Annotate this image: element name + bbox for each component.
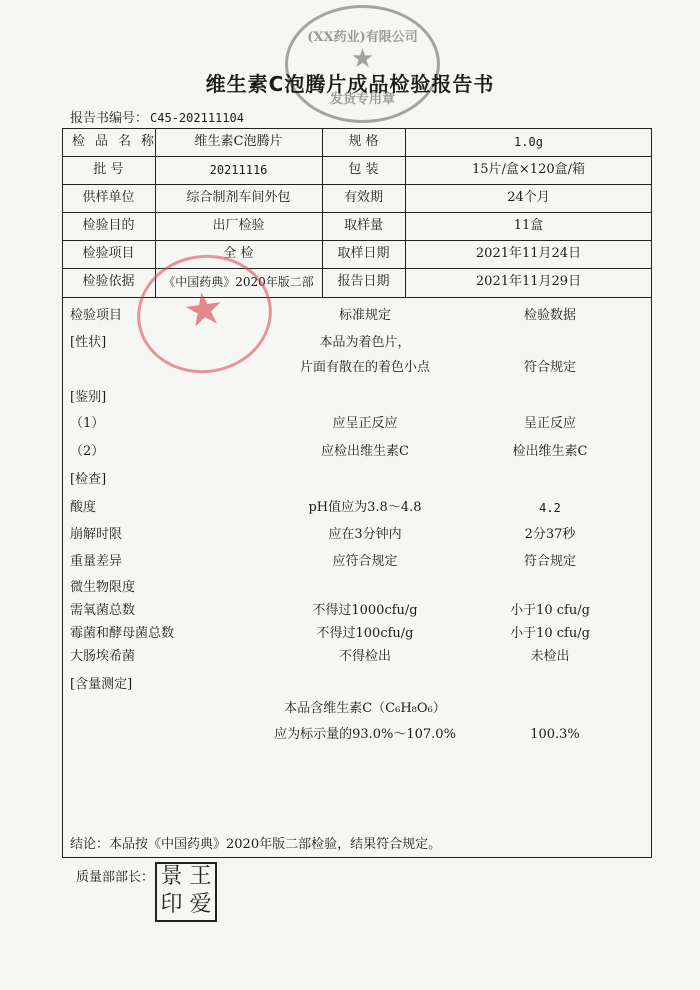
result-value: 呈正反应 [523, 416, 576, 431]
result-item: 重量差异 [70, 554, 123, 569]
report-title: 维生素C泡腾片成品检验报告书 [205, 72, 495, 96]
dispatch-stamp-bottom-text: 发货专用章 [329, 92, 395, 107]
dispatch-stamp-arc-text: (XX药业)有限公司 [307, 30, 418, 45]
label-cell: 批 号 [93, 162, 124, 177]
seal-char: 印 [160, 892, 183, 917]
result-item: （1） [70, 416, 105, 431]
label-cell: 报告日期 [337, 274, 390, 289]
result-standard: 应在3分钟内 [328, 527, 402, 542]
results-header-standard: 标准规定 [338, 308, 391, 323]
conclusion: 结论：本品按《中国药典》2020年版二部检验，结果符合规定。 [70, 837, 442, 852]
result-value: 检出维生素C [512, 444, 588, 459]
result-section-heading: [检查] [70, 472, 107, 487]
result-value: 4.2 [539, 501, 561, 515]
result-standard: 本品含维生素C（C₆H₈O₆） [284, 701, 446, 716]
result-item: [性状] [70, 335, 107, 350]
result-value: 未检出 [530, 649, 570, 664]
value-cell: 综合制剂车间外包 [186, 190, 291, 205]
result-item: 需氧菌总数 [70, 603, 136, 618]
result-value: 100.3% [530, 727, 580, 742]
result-value: 符合规定 [523, 360, 576, 375]
seal-char: 景 [160, 864, 183, 889]
label-cell: 供样单位 [82, 190, 135, 205]
result-item: 微生物限度 [70, 580, 136, 595]
label-cell: 检验项目 [82, 246, 135, 261]
label-cell: 检验依据 [82, 274, 135, 289]
name-seal [155, 862, 217, 922]
value-cell: 15片/盒×120盒/箱 [471, 162, 585, 177]
result-section-heading: [鉴别] [70, 390, 107, 405]
label-cell: 取样量 [343, 218, 383, 233]
result-standard: 不得过100cfu/g [316, 626, 414, 641]
result-value: 2分37秒 [524, 527, 576, 542]
value-cell: 1.0g [514, 135, 543, 149]
label-cell: 规 格 [348, 134, 379, 149]
result-standard: 应检出维生素C [321, 444, 409, 459]
value-cell: 《中国药典》2020年版二部 [163, 275, 314, 289]
result-item: （2） [70, 444, 105, 459]
value-cell: 11盒 [513, 218, 544, 233]
report-number [70, 107, 244, 126]
result-item: 崩解时限 [70, 527, 123, 542]
value-cell: 出厂检验 [212, 218, 265, 233]
result-value: 小于10 cfu/g [510, 626, 590, 641]
quality-manager-label: 质量部部长： [76, 870, 155, 885]
result-value: 小于10 cfu/g [510, 603, 590, 618]
label-cell: 取样日期 [337, 246, 390, 261]
value-cell: 2021年11月29日 [475, 274, 582, 289]
report-number-label: 报告书编号： [70, 111, 149, 126]
star-icon: ★ [179, 279, 228, 339]
result-standard: 应呈正反应 [332, 416, 398, 431]
value-cell: 全 检 [223, 246, 254, 261]
value-cell: 维生素C泡腾片 [194, 134, 283, 149]
result-standard: 应为标示量的93.0%～107.0% [274, 727, 456, 742]
label-cell: 检品名称 [72, 134, 165, 149]
seal-char: 爱 [189, 892, 212, 917]
result-item: 霉菌和酵母菌总数 [70, 626, 175, 641]
value-cell: 24个月 [507, 190, 550, 205]
result-item: 酸度 [70, 500, 97, 515]
result-standard: 本品为着色片， [319, 335, 411, 350]
label-cell: 检验目的 [82, 218, 135, 233]
report-number-value: C45-202111104 [150, 111, 244, 125]
result-section-heading: [含量测定] [70, 677, 133, 692]
results-header-item: 检验项目 [70, 308, 123, 323]
result-value: 符合规定 [523, 554, 576, 569]
value-cell: 20211116 [209, 163, 268, 177]
result-standard: 不得检出 [338, 649, 391, 664]
result-item: 大肠埃希菌 [70, 649, 136, 664]
result-standard: 应符合规定 [332, 554, 398, 569]
label-cell: 有效期 [343, 190, 383, 205]
result-standard: 不得过1000cfu/g [312, 603, 418, 618]
dispatch-stamp [285, 5, 440, 123]
seal-char: 王 [189, 864, 212, 889]
result-standard: pH值应为3.8～4.8 [308, 500, 422, 515]
value-cell: 2021年11月24日 [475, 246, 582, 261]
star-icon: ★ [350, 44, 375, 74]
result-standard: 片面有散在的着色小点 [299, 360, 430, 375]
results-header-value: 检验数据 [523, 308, 576, 323]
label-cell: 包 装 [348, 162, 379, 177]
